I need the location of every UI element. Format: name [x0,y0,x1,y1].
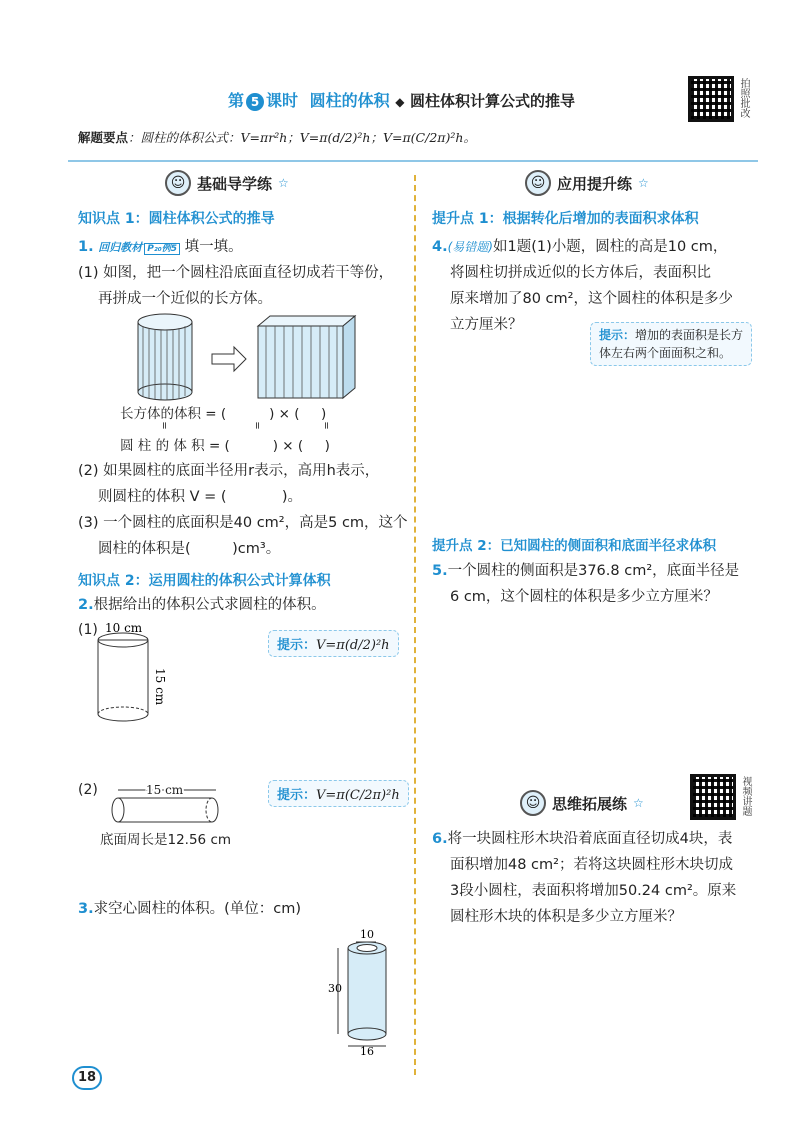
hint-box-2: 提示：V=π(C/2π)²h [268,780,409,807]
q1-2-text: (2) 如果圆柱的底面半径用r表示，高用h表示， 则圆柱的体积 V = ( )。 [78,463,380,505]
q4-text: 4.(易错题)如1题(1)小题，圆柱的高是10 cm， 将圆柱切拼成近似的长方体后，表面积比 原来增加了80 cm²，这个圆柱的体积是多少 立方厘米？ [432,239,733,333]
column-divider [414,175,416,1075]
sliced-cylinder [138,314,192,400]
q2-1-side-label: 15 cm [153,668,167,706]
q6-text: 6.将一块圆柱形木块沿着底面直径切成4块，表 面积增加48 cm²；若将这块圆柱形木块切成 3段小圆柱，表面积将增加50.24 cm²。原来 圆柱形木块的体积是多少立方厘米？ [432,831,737,925]
lesson-title: 第 5 课时 圆柱的体积 ◆ 圆柱体积计算公式的推导 [228,91,576,110]
star-icon: ☆ [633,796,644,810]
tip-point-2: 提升点 2：已知圆柱的侧面积和底面半径求体积 [432,538,717,554]
equals-sign-2: = [251,421,263,430]
inner-diameter-label: 10 [360,928,374,941]
q3-heading: 3.求空心圆柱的体积。(单位：cm) [78,901,302,917]
qr-code-icon[interactable] [688,76,734,122]
q2-1-top-label: 10 cm [105,621,143,635]
header-divider [68,160,758,162]
height-label: 30 [328,982,342,995]
hint-box-1: 提示：V=π(d/2)²h [268,630,399,657]
approx-cuboid [258,316,355,398]
qr-label: 拍照批改 [738,78,749,118]
cylinder-cut-figure [130,312,370,404]
mascot-icon: ☺ [525,170,551,196]
subtopic: 圆柱体积计算公式的推导 [410,92,576,110]
hint-box-q4: 提示：增加的表面积是长方 体左右两个面面积之和。 [590,322,752,366]
section-apply: ☺ 应用提升练 ☆ [525,170,649,196]
knowledge-point-2: 知识点 2：运用圆柱的体积公式计算体积 [78,573,331,589]
q1-1-text: (1) 如图，把一个圆柱沿底面直径切成若干等份， 再拼成一个近似的长方体。 [78,265,394,307]
q1-heading: 1. 回归教材 P₂₀例5 填一填。 [78,239,243,255]
knowledge-point-1: 知识点 1：圆柱体积公式的推导 [78,211,275,227]
page-number: 18 [72,1066,102,1090]
star-icon: ☆ [638,176,649,190]
qr2-label: 视频讲题 [740,776,751,816]
lesson-number-badge: 5 [246,93,264,111]
outer-diameter-label: 16 [360,1045,374,1056]
q2-1-cylinder [90,618,180,733]
rect-volume-line: 长方体的体积 = ( ) × ( ) [120,406,327,422]
q2-2-caption: 底面周长是12.56 cm [100,832,232,848]
section-basic: ☺ 基础导学练 ☆ [165,170,289,196]
q2-heading: 2.根据给出的体积公式求圆柱的体积。 [78,597,326,613]
mascot-icon: ☺ [520,790,546,816]
q2-2-cylinder [100,778,230,828]
arrow-icon: ◆ [395,95,405,109]
arrow-right-icon [212,347,246,371]
star-icon: ☆ [278,176,289,190]
mascot-icon: ☺ [165,170,191,196]
q1-tag: 回归教材 P₂₀例5 [98,241,180,254]
key-points: 解题要点：圆柱的体积公式：V=πr²h；V=π(d/2)²h；V=π(C/2π)²h。 [78,130,476,145]
tip-point-1: 提升点 1：根据转化后增加的表面积求体积 [432,211,699,227]
q5-text: 5.一个圆柱的侧面积是376.8 cm²，底面半径是 6 cm，这个圆柱的体积是多少立方厘米？ [432,563,740,605]
section-extend: ☺ 思维拓展练 ☆ [520,790,644,816]
q1-3-text: (3) 一个圆柱的底面积是40 cm²，高是5 cm，这个 圆柱的体积是( )cm³。 [78,515,408,557]
q2-2-length-label: 15 cm [146,783,184,797]
q2-2-label: (2) [78,782,98,798]
cyl-volume-line: 圆 柱 的 体 积 = ( ) × ( ) [120,438,330,454]
equals-sign-1: = [158,421,170,430]
equals-sign-3: = [320,421,332,430]
hollow-cylinder [320,926,400,1056]
q2-1-label: (1) [78,622,98,638]
qr-code-video-icon[interactable] [690,774,736,820]
